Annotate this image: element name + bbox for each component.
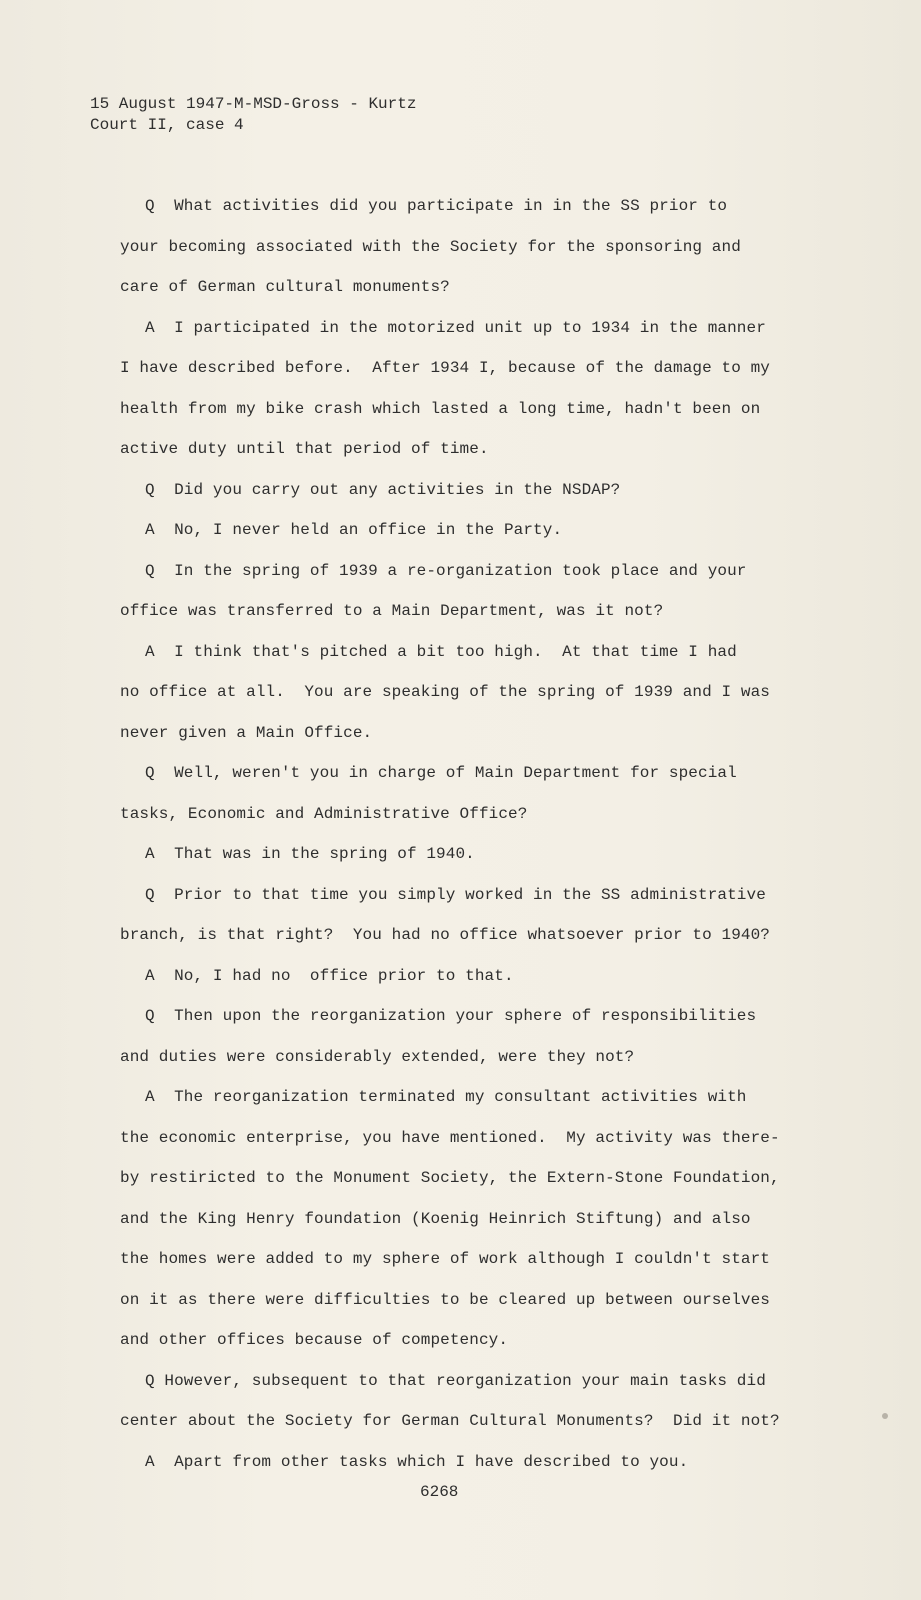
transcript-line: the economic enterprise, you have mentioned. My activity was there-: [120, 1128, 780, 1147]
transcript-line: your becoming associated with the Society for the sponsoring and: [120, 237, 741, 256]
transcript-line: and other offices because of competency.: [120, 1331, 509, 1349]
transcript-line: and duties were considerably extended, were they not?: [120, 1047, 635, 1066]
paper-speck: [882, 1413, 888, 1419]
transcript-line: by restiricted to the Monument Society, the Extern-Stone Foundation,: [120, 1169, 780, 1187]
transcript-line: I have described before. After 1934 I, because of the damage to my: [120, 359, 771, 377]
transcript-line: A The reorganization terminated my consultant activities with: [145, 1088, 747, 1106]
transcript-line: A I think that's pitched a bit too high. At that time I had: [145, 642, 737, 661]
transcript-line: Q Then upon the reorganization your sphere of responsibilities: [145, 1007, 757, 1025]
transcript-line: A No, I never held an office in the Party.: [145, 521, 563, 539]
transcript-line: on it as there were difficulties to be cleared up between ourselves: [120, 1290, 771, 1309]
transcript-line: never given a Main Office.: [120, 723, 373, 742]
transcript-line: Q In the spring of 1939 a re-organization took place and your: [145, 561, 747, 580]
transcript-line: office was transferred to a Main Department, was it not?: [120, 602, 664, 620]
transcript-line: Q Prior to that time you simply worked in the SS administrative: [145, 885, 766, 904]
page-number: 6268: [420, 1483, 459, 1501]
transcript-line: A No, I had no office prior to that.: [145, 966, 514, 985]
transcript-line: Q What activities did you participate in in the SS prior to: [145, 197, 728, 215]
transcript-line: no office at all. You are speaking of the spring of 1939 and I was: [120, 683, 771, 701]
transcript-line: tasks, Economic and Administrative Office?: [120, 804, 528, 823]
transcript-line: A That was in the spring of 1940.: [145, 845, 475, 863]
transcript-line: active duty until that period of time.: [120, 440, 489, 458]
header-line-1: 15 August 1947-M-MSD-Gross - Kurtz: [90, 95, 417, 113]
transcript-line: center about the Society for German Cultural Monuments? Did it not?: [120, 1412, 780, 1430]
transcript-line: the homes were added to my sphere of work although I couldn't start: [120, 1250, 771, 1268]
transcript-line: A I participated in the motorized unit up to 1934 in the manner: [145, 318, 766, 337]
header-line-2: Court II, case 4: [90, 116, 244, 134]
transcript-line: Q However, subsequent to that reorganization your main tasks did: [145, 1371, 766, 1390]
transcript-line: health from my bike crash which lasted a long time, hadn't been on: [120, 399, 761, 418]
transcript-line: Q Did you carry out any activities in the NSDAP?: [145, 480, 621, 499]
transcript-line: care of German cultural monuments?: [120, 278, 450, 296]
transcript-line: and the King Henry foundation (Koenig Heinrich Stiftung) and also: [120, 1209, 751, 1228]
transcript-line: branch, is that right? You had no office whatsoever prior to 1940?: [120, 926, 771, 944]
transcript-line: Q Well, weren't you in charge of Main Department for special: [145, 764, 737, 782]
transcript-line: A Apart from other tasks which I have described to you.: [145, 1452, 689, 1471]
